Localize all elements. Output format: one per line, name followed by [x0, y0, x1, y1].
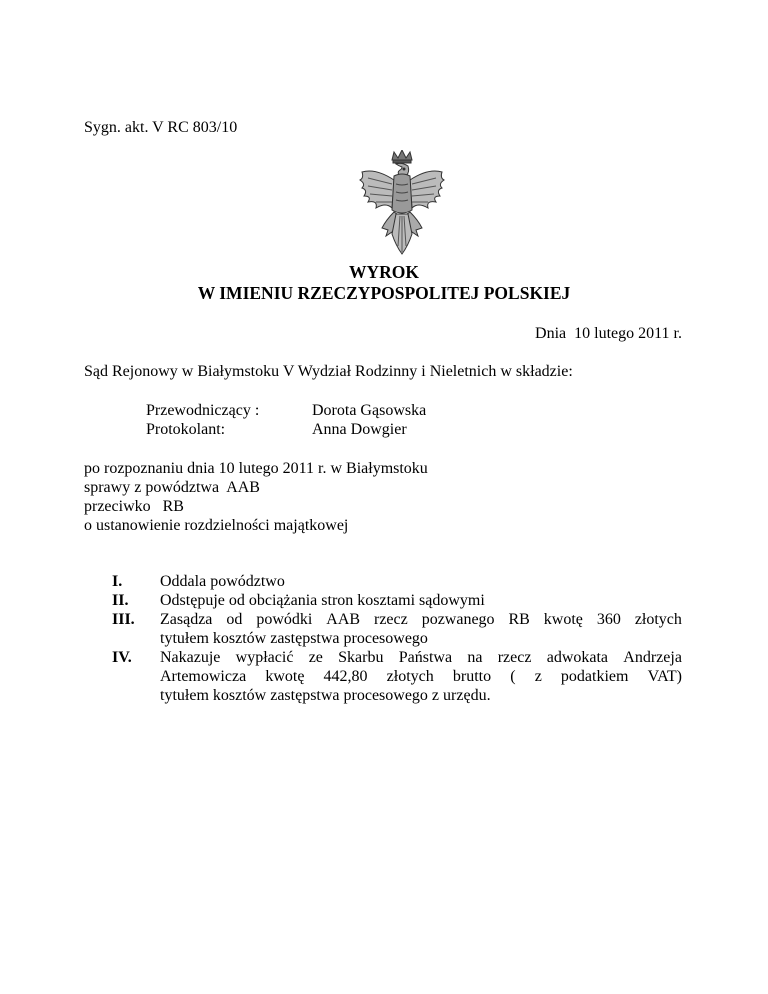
- verdict-item-text: [160, 610, 682, 648]
- verdict-word: 442,80: [323, 668, 368, 685]
- verdict-word: Artemowicza: [160, 668, 247, 685]
- verdict-word: VAT): [647, 668, 682, 685]
- verdict-line: tytułem kosztów zastępstwa procesowego: [160, 630, 428, 647]
- verdict-word: złotych: [386, 668, 434, 685]
- verdict-word: Andrzeja: [623, 649, 682, 666]
- verdict-word: kwotę: [543, 611, 583, 628]
- case-subject-line: o ustanowienie rozdzielności majątkowej: [84, 517, 349, 534]
- verdict-word: 360: [596, 611, 621, 628]
- verdict-item-number: II.: [112, 592, 129, 609]
- verdict-word: kwotę: [265, 668, 305, 685]
- verdict-line: Oddala powództwo: [160, 573, 285, 590]
- verdict-word: Państwa: [398, 649, 453, 666]
- judgment-date: Dnia 10 lutego 2011 r.: [535, 325, 682, 342]
- verdict-word: powódki: [256, 611, 313, 628]
- chair-name: Dorota Gąsowska: [312, 402, 427, 419]
- case-hearing-line: po rozpoznaniu dnia 10 lutego 2011 r. w Białymstoku: [84, 460, 428, 477]
- verdict-word: wypłacić: [235, 649, 294, 666]
- verdict-word: Skarbu: [338, 649, 384, 666]
- verdict-word: (: [510, 668, 516, 685]
- verdict-word: od: [226, 611, 243, 628]
- document-subtitle: W IMIENIU RZECZYPOSPOLITEJ POLSKIEJ: [197, 283, 571, 303]
- verdict-word: ze: [308, 649, 323, 666]
- verdict-word: Nakazuje: [160, 649, 221, 666]
- verdict-word: AAB: [326, 611, 361, 628]
- verdict-line: [160, 648, 682, 667]
- case-defendant-line: przeciwko RB: [84, 498, 184, 515]
- polish-eagle-emblem-icon: [356, 150, 448, 258]
- verdict-word: pozwanego: [421, 611, 495, 628]
- verdict-word: adwokata: [546, 649, 609, 666]
- verdict-word: rzecz: [374, 611, 408, 628]
- verdict-item-number: III.: [112, 611, 135, 628]
- verdict-item-text: [160, 648, 682, 705]
- verdict-word: Zasądza: [160, 611, 213, 628]
- clerk-label: Protokolant:: [146, 421, 226, 438]
- document-title: WYROK: [349, 262, 419, 282]
- case-plaintiff-line: sprawy z powództwa AAB: [84, 479, 260, 496]
- case-signature: Sygn. akt. V RC 803/10: [84, 119, 238, 136]
- verdict-item-text: [160, 572, 682, 591]
- verdict-line: tytułem kosztów zastępstwa procesowego z urzędu.: [160, 687, 491, 704]
- verdict-word: podatkiem: [560, 668, 629, 685]
- verdict-item-text: [160, 591, 682, 610]
- verdict-word: z: [534, 668, 542, 685]
- chair-label: Przewodniczący :: [146, 402, 260, 419]
- verdict-word: rzecz: [497, 649, 532, 666]
- verdict-item-number: I.: [112, 573, 123, 590]
- verdict-word: RB: [508, 611, 530, 628]
- verdict-item-number: IV.: [112, 649, 132, 666]
- verdict-word: brutto: [452, 668, 492, 685]
- verdict-line: Odstępuje od obciążania stron kosztami sądowymi: [160, 592, 485, 609]
- verdict-word: na: [467, 649, 483, 666]
- court-composition-intro: Sąd Rejonowy w Białymstoku V Wydział Rodzinny i Nieletnich w składzie:: [84, 363, 573, 380]
- clerk-name: Anna Dowgier: [312, 421, 407, 438]
- verdict-word: złotych: [634, 611, 682, 628]
- verdict-line: [160, 667, 682, 686]
- verdict-line: [160, 610, 682, 629]
